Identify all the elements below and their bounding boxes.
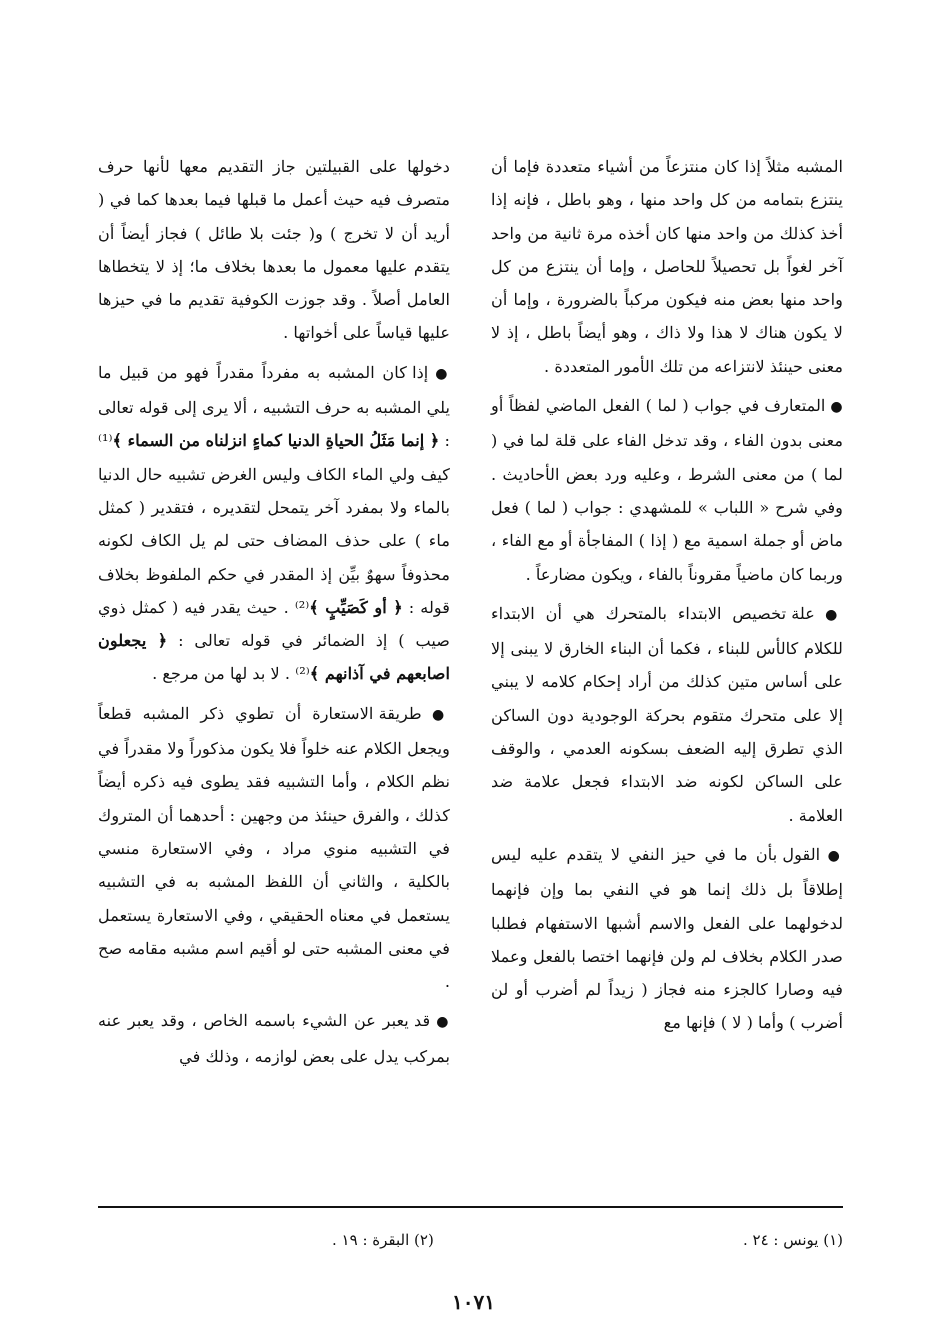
paragraph-text: ⁽¹⁾ كيف ولي الماء الكاف وليس الغرض تشبيه حال الدنيا بالماء ولا بمفرد آخر يتمحل لتقديره ، فتقدير ( كمثل ماء ) على حذف المضاف حتى لم يل الكاف لكونه محذوفاً سهوٌ بيِّن إذ المقدر في حكم الملفوظ بخلاف قوله :	[98, 431, 450, 617]
paragraph	[491, 150, 843, 383]
paragraph-text: علة تخصيص الابتداء بالمتحرك هي أن الابتداء للكلام كالأس للبناء ، فكما أن البناء الخارق لا يبنى إلا على أساس متين كذلك من أراد إحكام كلامه لا يبني إلا على متحرك متقوم بحركة الوجودية دون الساكن الذي تطرق إليه الضعف بسكونه العدمي ، والوقف على الساكن لكونه ضد الابتداء فجعل علامة ضد العلامة .	[491, 603, 843, 825]
paragraph	[98, 697, 450, 999]
quran-quote: ﴿ يجعلون اصابعهم في آذانهم ﴾	[98, 631, 450, 684]
paragraph	[491, 838, 843, 1040]
right-column	[491, 150, 843, 1040]
paragraph-text: ⁽²⁾ . حيث يقدر فيه ( كمثل ذوي صيب ) إذ الضمائر في قوله تعالى :	[98, 597, 450, 651]
bullet-icon: ●	[430, 1014, 450, 1031]
paragraph-text: طريقة الاستعارة أن تطوي ذكر المشبه قطعاً ويجعل الكلام عنه خلواً فلا يكون مذكوراً ولا مقدراً في نظم الكلام ، وأما التشبيه فقد يطوى فيه ذكره أيضاً كذلك ، والفرق حينئذ من وجهين : أحدهما أن المتروك في التشبيه منوي مراد ، وفي الاستعارة منسي بالكلية ، والثاني أن اللفظ المشبه به في التشبيه يستعمل في معناه الحقيقي ، وفي الاستعارة يستعمل في معنى المشبه حتى لو أقيم اسم مشبه مقامه صح .	[98, 703, 450, 992]
footnote-2: (٢) البقرة : ١٩ .	[332, 1231, 434, 1249]
paragraph-text: المتعارف في جواب ( لما ) الفعل الماضي لفظاً أو معنى بدون الفاء ، وقد تدخل الفاء على قلة لما في ( لما ) من معنى الشرط ، وعليه ورد بعض الأحاديث . وفي شرح « اللباب » للمشهدي : جواب ( لما ) فعل ماض أو جملة اسمية مع ( إذا ) المفاجأة أو مع الفاء ، وربما كان ماضياً مقروناً بالفاء ، ويكون مضارعاً .	[491, 396, 843, 584]
paragraph-text: قد يعبر عن الشيء باسمه الخاص ، وقد يعبر عنه بمركب يدل على بعض لوازمه ، وذلك في	[98, 1011, 450, 1066]
paragraph-text: ⁽²⁾ . لا بد لها من مرجع .	[152, 664, 310, 684]
quran-quote: ﴿ إنما مَثَلُ الحياةِ الدنيا كماءٍ انزلناه من السماء ﴾	[112, 431, 440, 451]
paragraph	[491, 389, 843, 591]
paragraph-text: دخولها على القبيلتين جاز التقديم معها لأنها حرف متصرف فيه حيث أعمل ما قبلها فيما بعدها كما في ( أريد أن لا تخرج ) و( جئت بلا طائل ) فجاز أيضاً أن يتقدم عليها معمول ما بعدها بخلاف ما؛ إذ لا يتخطاها العامل أصلاً . وقد جوزت الكوفية تقديم ما في حيزها عليها قياساً على أخواتها .	[98, 157, 450, 343]
footnote-divider	[98, 1206, 843, 1208]
bullet-icon: ●	[421, 706, 450, 723]
bullet-icon: ●	[820, 847, 843, 864]
paragraph	[98, 150, 450, 350]
quran-quote: ﴿ أو كَصَيِّبٍ ﴾	[309, 597, 403, 617]
paragraph	[98, 356, 450, 691]
paragraph	[491, 597, 843, 832]
bullet-icon: ●	[428, 365, 451, 382]
bullet-icon: ●	[825, 399, 843, 416]
left-column	[98, 150, 450, 1073]
bullet-icon: ●	[814, 606, 843, 623]
paragraph-text: المشبه مثلاً إذا كان منتزعاً من أشياء متعددة فإما أن ينتزع بتمامه من كل واحد منها ، وهو باطل ، فإنه إذا أخذ كذلك من واحد منها كان أخذه مرة ثانية من واحد آخر لغواً بل تحصيلاً للحاصل ، وإما أن ينتزع من كل واحد منها بعض منه فيكون مركباً بالضرورة ، وإما أن لا يكون هناك لا هذا ولا ذاك ، وهو أيضاً باطل ، إذ لا معنى حينئذ لانتزاعه من تلك الأمور المتعددة .	[491, 157, 843, 376]
page-number: ١٠٧١	[452, 1290, 495, 1314]
text-columns	[98, 150, 843, 1066]
paragraph	[98, 1004, 450, 1073]
footnote-1: (١) يونس : ٢٤ .	[742, 1231, 843, 1249]
paragraph-text: إذا كان المشبه به مفرداً مقدراً فهو من قبيل ما يلي المشبه به حرف التشبيه ، ألا يرى إلى قوله تعالى :	[98, 362, 450, 451]
paragraph-text: القول بأن ما في حيز النفي لا يتقدم عليه ليس إطلاقاً بل ذلك إنما هو في النفي بما وإن فإنهما لدخولهما على الفعل والاسم أشبها الاستفهام فطلبا صدر الكلام بخلاف لم ولن فإنهما اختصا بالفعل وعملا فيه وصارا كالجزء منه فجاز ( زيداً لم أضرب أو لن أضرب ) وأما ( لا ) فإنها مع	[491, 844, 843, 1033]
